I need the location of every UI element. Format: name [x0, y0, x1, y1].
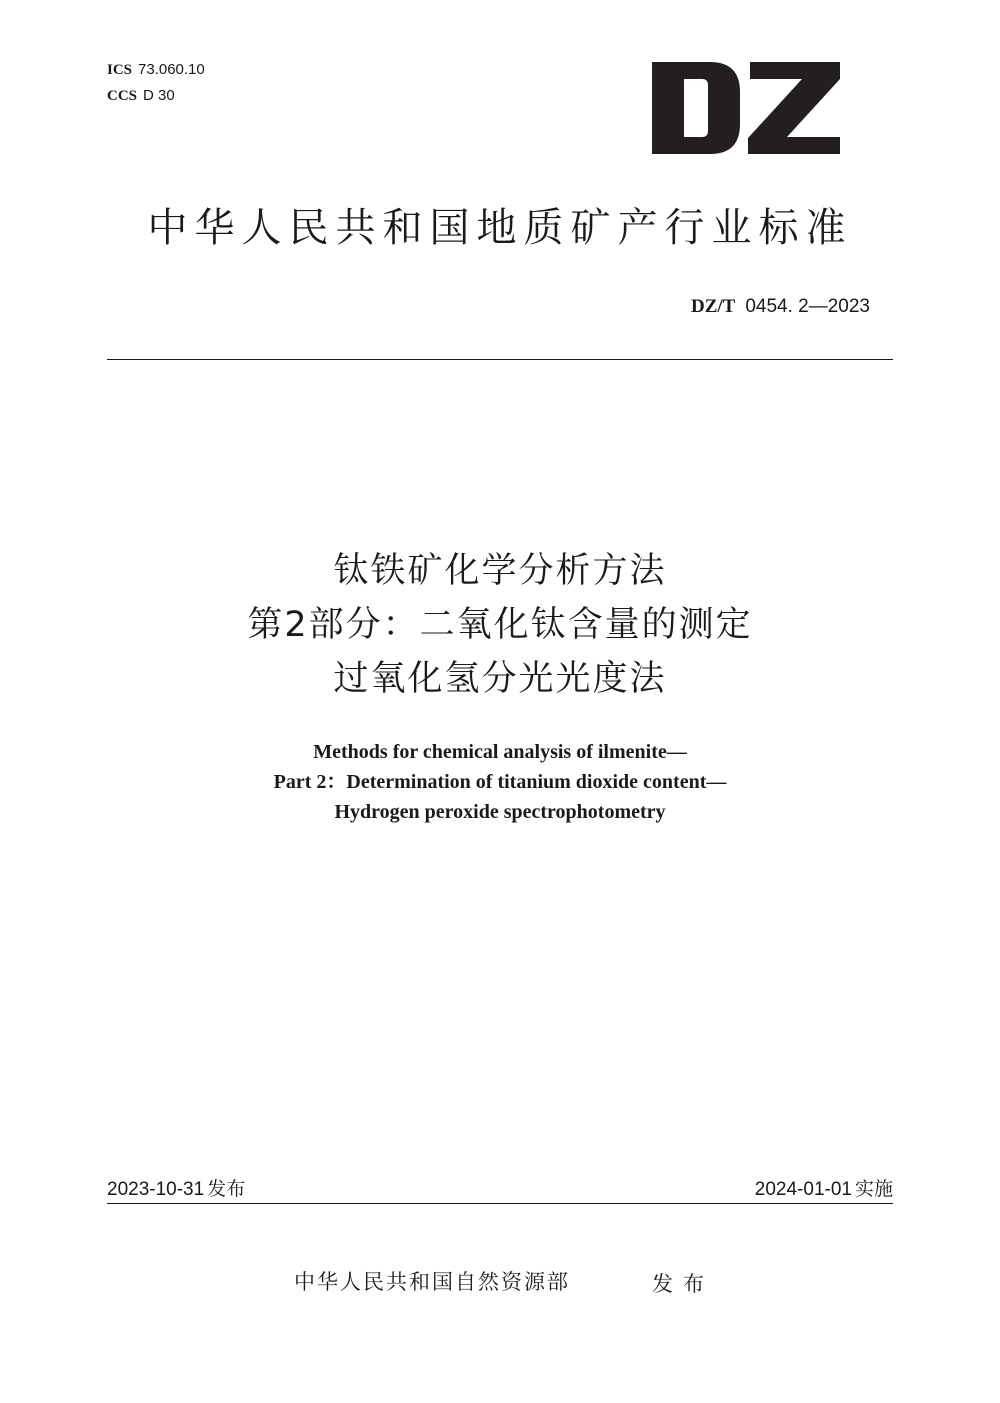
industry-standard-title: 中华人民共和国地质矿产行业标准 [147, 205, 853, 251]
ics-label: ICS [107, 62, 133, 78]
dz-logo-d [652, 62, 740, 154]
dz-logo [652, 62, 840, 154]
top-divider [107, 359, 893, 360]
issue-date [107, 1175, 245, 1204]
standard-number [691, 294, 870, 320]
ics-value: 73.060.10 [138, 61, 205, 78]
standard-code: 0454. 2—2023 [745, 296, 870, 317]
implementation-date-label: 实施 [854, 1178, 893, 1200]
issue-date-label: 发布 [207, 1178, 246, 1200]
ccs-value: D 30 [143, 87, 175, 104]
chinese-title-line-3: 过氧化氢分光光度法 [333, 659, 667, 699]
implementation-date-value: 2024-01-01 [754, 1179, 852, 1200]
english-title-line-2: Part 2：Determination of titanium dioxide content— [273, 771, 727, 793]
ics-classification [107, 60, 205, 80]
issuing-authority: 中华人民共和国自然资源部 [294, 1270, 570, 1294]
bottom-divider [107, 1203, 893, 1204]
chinese-title-line-1: 钛铁矿化学分析方法 [333, 551, 667, 591]
english-title-line-3: Hydrogen peroxide spectrophotometry [334, 801, 666, 823]
dz-logo-z [748, 62, 840, 154]
standard-prefix: DZ/T [690, 296, 736, 317]
chinese-title-line-2: 第2部分：二氧化钛含量的测定 [247, 605, 753, 645]
implementation-date [755, 1175, 893, 1204]
issued-label: 发布 [652, 1272, 714, 1296]
issue-date-value: 2023-10-31 [107, 1179, 205, 1200]
ccs-classification [107, 86, 175, 106]
ccs-label: CCS [107, 88, 138, 104]
english-title-line-1: Methods for chemical analysis of ilmenite— [313, 741, 687, 763]
